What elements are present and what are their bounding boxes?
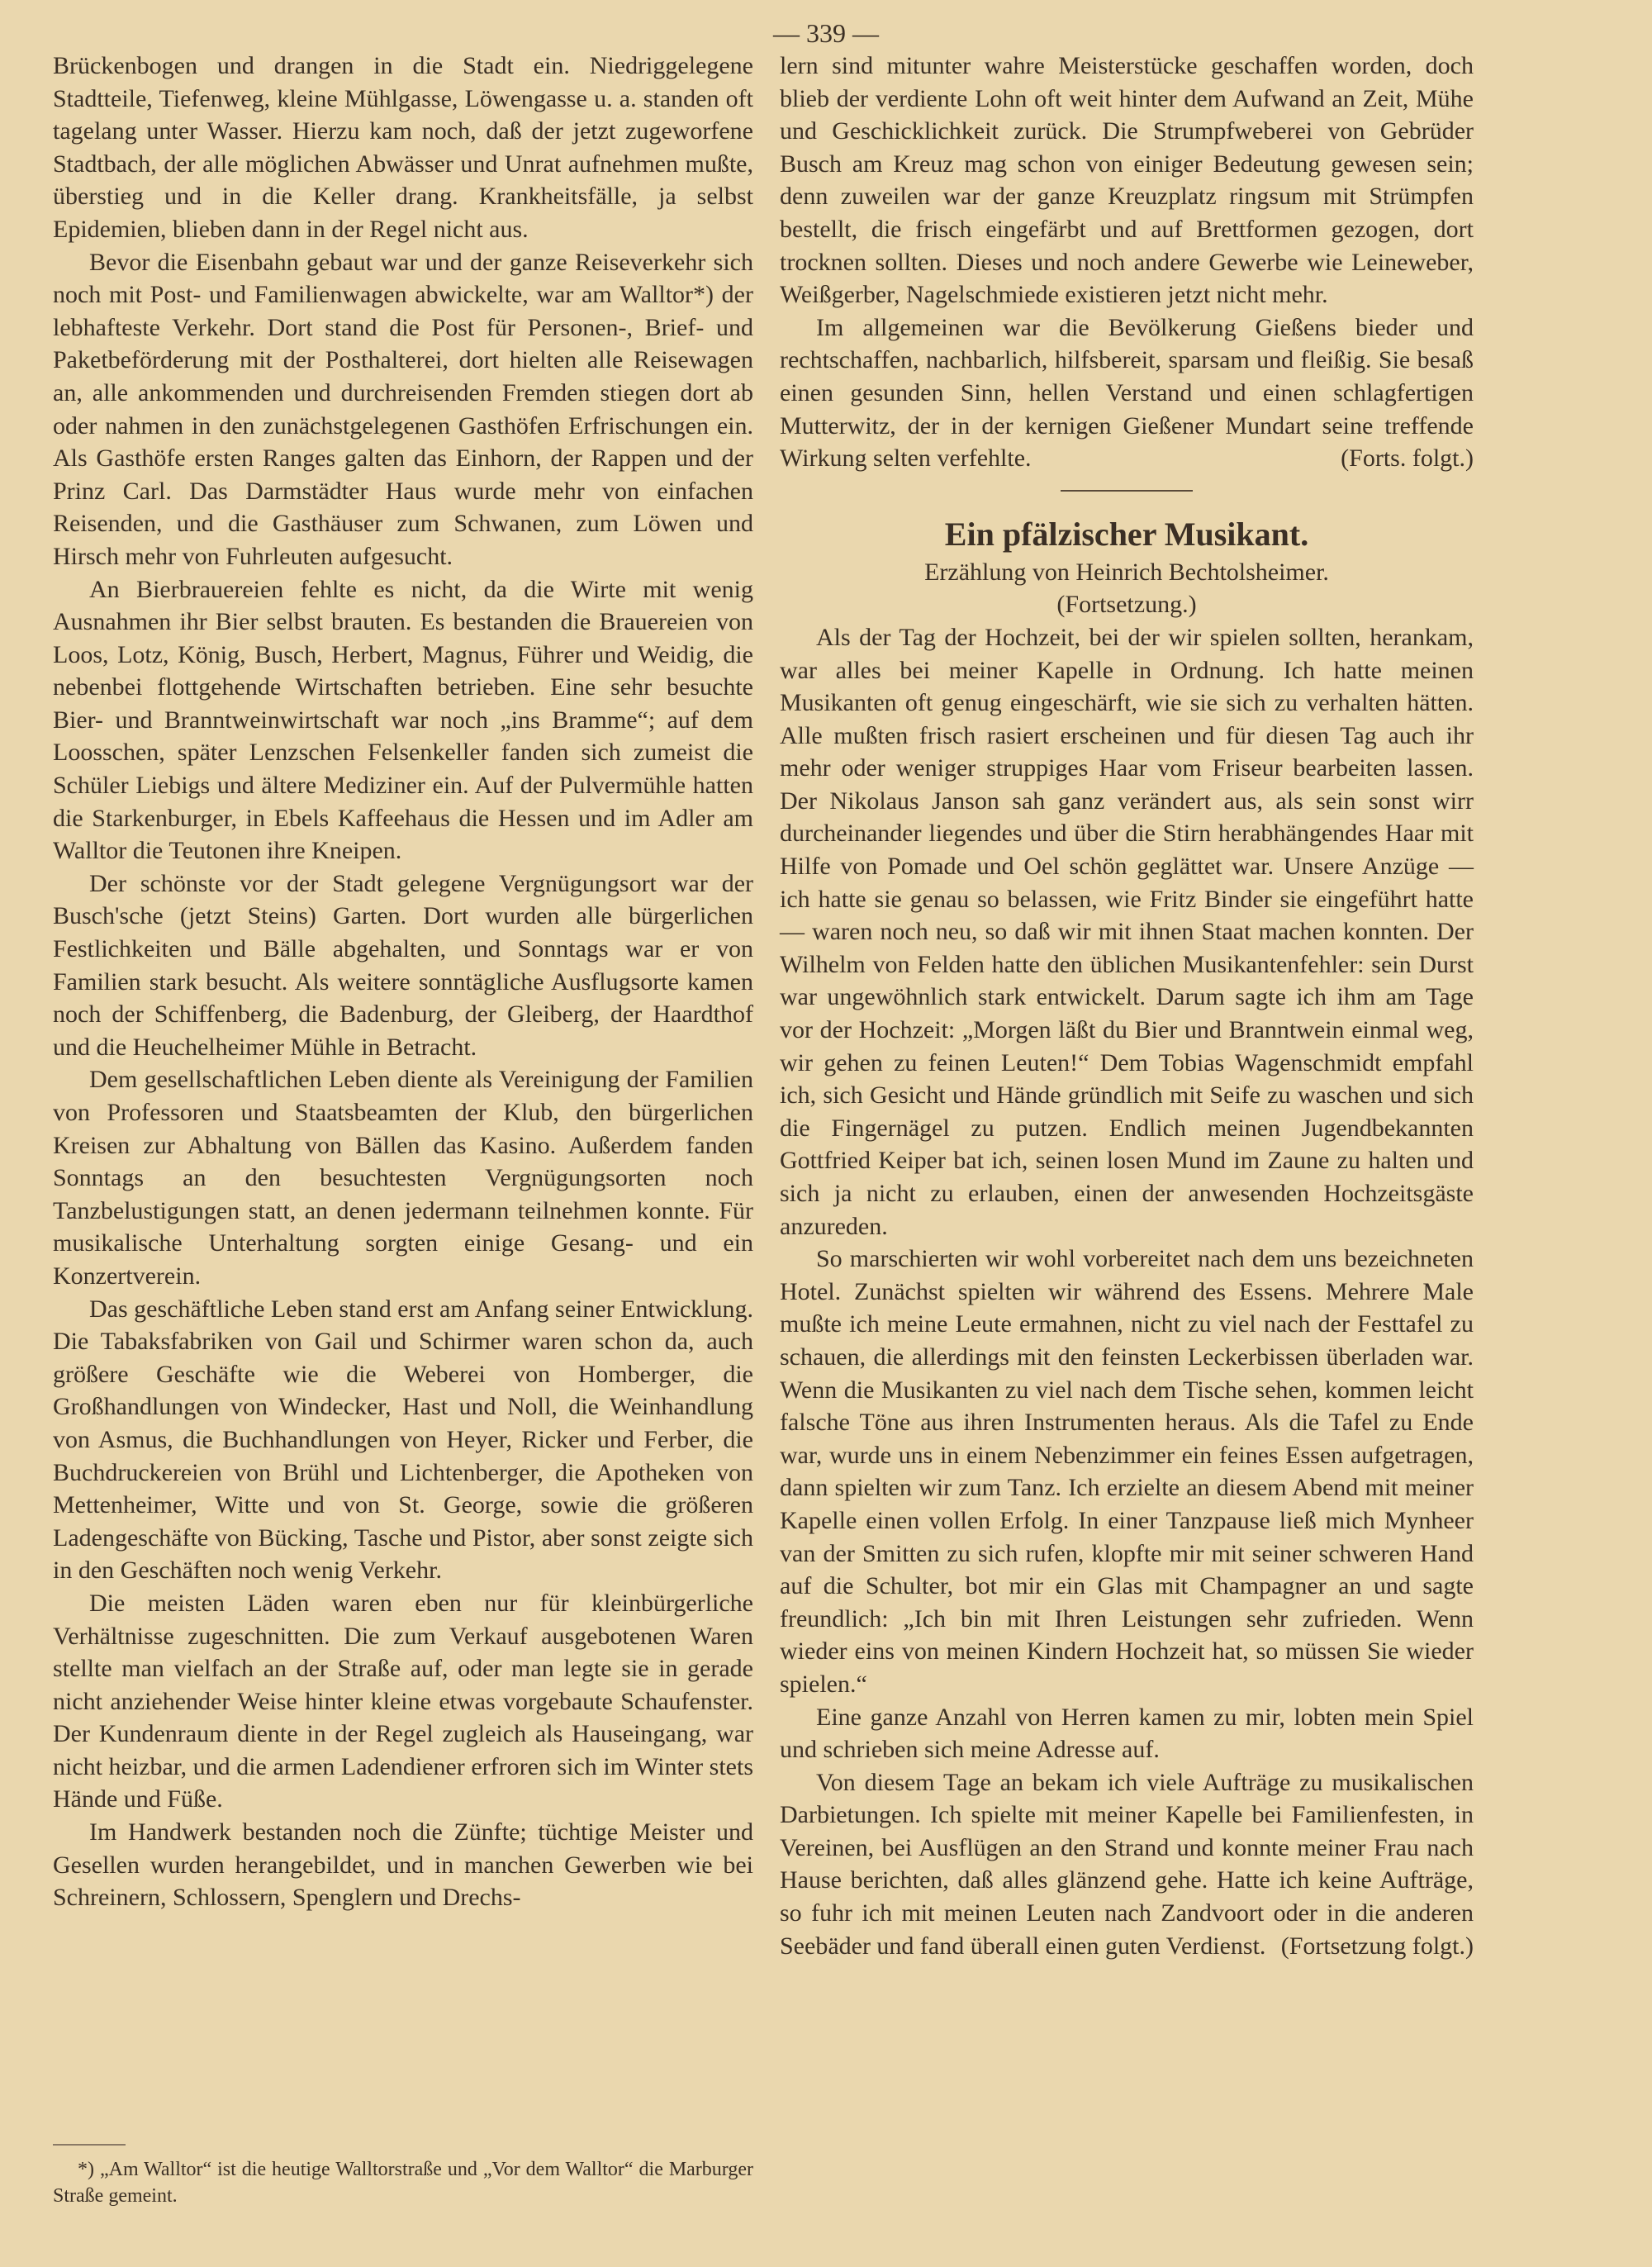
footnote: *) „Am Walltor“ ist die heutige Walltorstraße und „Vor dem Walltor“ die Marburger Straße gemeint. <box>53 2159 753 2207</box>
paragraph <box>780 311 1474 475</box>
paragraph: An Bierbrauereien fehlte es nicht, da die Wirte mit wenig Ausnahmen ihr Bier selbst brauten. Es bestanden die Brauereien von Loos, Lotz, König, Busch, Herbert, Magnus, Führer und Weidig, die nebenbei flottgehende Wirtschaften betrieben. Eine sehr besuchte Bier- und Branntweinwirtschaft war noch „ins Bramme“; auf dem Loosschen, später Lenzschen Felsenkeller fanden sich zumeist die Schüler Liebigs und ältere Mediziner ein. Auf der Pulvermühle hatten die Starkenburger, in Ebels Kaffeehaus die Hessen und im Adler am Walltor die Teutonen ihre Kneipen. <box>53 575 753 865</box>
paragraph: Die meisten Läden waren eben nur für kleinbürgerliche Verhältnisse zugeschnitten. Die zum Verkauf ausgebotenen Waren stellte man vielfach an der Straße auf, oder man legte sie in gerade nicht anziehender Weise hinter kleine etwas vorgebaute Schaufenster. Der Kundenraum diente in der Regel zugleich als Hauseingang, war nicht heizbar, und die armen Ladendiener erfroren sich im Winter stets Hände und Füße. <box>53 1589 753 1813</box>
section-divider <box>1061 490 1193 492</box>
paragraph: Der schönste vor der Stadt gelegene Vergnügungsort war der Busch'sche (jetzt Steins) Garten. Dort wurden alle bürgerlichen Festlichkeiten und Bälle abgehalten, und Sonntags war er von Familien stark besucht. Als weitere sonntägliche Ausflugsorte kamen noch der Schiffenberg, die Badenburg, der Gleiberg, der Haardthof und die Heuchelheimer Mühle in Betracht. <box>53 869 753 1061</box>
paragraph: Im Handwerk bestanden noch die Zünfte; tüchtige Meister und Gesellen wurden herangebildet, und in manchen Gewerben wie bei Schreinern, Schlossern, Spenglern und Drechs- <box>53 1818 753 1912</box>
continuation-note: (Forts. folgt.) <box>1341 444 1474 473</box>
continuation-note: (Fortsetzung folgt.) <box>1280 1932 1474 1960</box>
paragraph: Dem gesellschaftlichen Leben diente als Vereinigung der Familien von Professoren und Staatsbeamten der Klub, den bürgerlichen Kreisen zur Abhaltung von Bällen das Kasino. Außerdem fanden Sonntags an den besuchtesten Vergnügungsorten noch Tanzbelustigungen statt, an denen jedermann teilnehmen konnte. Für musikalische Unterhaltung sorgten einige Gesang- und ein Konzertverein. <box>53 1066 753 1290</box>
paragraph: Eine ganze Anzahl von Herren kamen zu mir, lobten mein Spiel und schrieben sich meine Adresse auf. <box>780 1703 1474 1764</box>
paragraph: Bevor die Eisenbahn gebaut war und der ganze Reiseverkehr sich noch mit Post- und Familienwagen abwickelte, war am Walltor*) der lebhafteste Verkehr. Dort stand die Post für Personen-, Brief- und Paketbeförderung mit der Posthalterei, dort hielten alle Reisewagen an, alle ankommenden und durchreisenden Fremden stiegen dort ab oder nahmen in den zunächstgelegenen Gasthöfen Erfrischungen ein. Als Gasthöfe ersten Ranges galten das Einhorn, der Rappen und der Prinz Carl. Das Darmstädter Haus wurde mehr von einfachen Reisenden, und die Gasthäuser zum Schwanen, zum Löwen und Hirsch mehr von Fuhrleuten aufgesucht. <box>53 248 753 570</box>
left-column <box>53 50 753 1914</box>
paragraph <box>780 1766 1474 1963</box>
right-column <box>780 50 1474 1962</box>
story-title: Ein pfälzischer Musikant. <box>944 515 1309 553</box>
paragraph: Als der Tag der Hochzeit, bei der wir spielen sollten, herankam, war alles bei meiner Kapelle in Ordnung. Ich hatte meinen Musikanten oft genug eingeschärft, wie sie sich zu verhalten hätten. Alle mußten frisch rasiert erscheinen und für diesen Tag auch ihr mehr oder weniger struppiges Haar vom Friseur bearbeiten lassen. Der Nikolaus Janson sah ganz verändert aus, als sein sonst wirr durcheinander liegendes und über die Stirn herabhängendes Haar mit Hilfe von Pomade und Oel schön geglättet war. Unsere Anzüge — ich hatte sie genau so belassen, wie Fritz Binder sie eingeführt hatte — waren noch neu, so daß wir mit ihnen Staat machen konnten. Der Wilhelm von Felden hatte den üblichen Musikantenfehler: sein Durst war ungewöhnlich stark entwickelt. Darum sagte ich ihm am Tage vor der Hochzeit: „Morgen läßt du Bier und Branntwein einmal weg, wir gehen zu feinen Leuten!“ Dem Tobias Wagenschmidt empfahl ich, sich Gesicht und Hände gründlich mit Seife zu waschen und sich die Fingernägel zu putzen. Endlich meinen Jugendbekannten Gottfried Keiper bat ich, seinen losen Mund im Zaune zu halten und sich ja nicht zu erlauben, einen der anwesenden Hochzeitsgäste anzureden. <box>780 623 1474 1240</box>
story-subtitle: Erzählung von Heinrich Bechtolsheimer. <box>924 558 1329 586</box>
paragraph-text: Von diesem Tage an bekam ich viele Aufträge zu musikalischen Darbietungen. Ich spielte mit meiner Kapelle bei Familienfesten, in Vereinen, bei Ausflügen an den Strand und konnte meiner Frau nach Hause berichten, daß alles glänzend gehe. Hatte ich keine Aufträge, so fuhr ich mit meinen Leuten nach Zandvoort oder in die anderen Seebäder und fand überall einen guten Verdienst. <box>780 1768 1474 1960</box>
page-number: — 339 — <box>773 18 879 48</box>
paragraph: lern sind mitunter wahre Meisterstücke geschaffen worden, doch blieb der verdiente Lohn oft weit hinter dem Aufwand an Zeit, Mühe und Geschicklichkeit zurück. Die Strumpfweberei von Gebrüder Busch am Kreuz mag schon von einiger Bedeutung gewesen sein; denn zuweilen war der ganze Kreuzplatz ringsum mit Strümpfen bestellt, die frisch eingefärbt und auf Brettformen gezogen, dort trocknen sollten. Dieses und noch andere Gewerbe wie Leineweber, Weißgerber, Nagelschmiede existieren jetzt nicht mehr. <box>780 52 1474 309</box>
story-continuation-note: (Fortsetzung.) <box>1056 591 1197 619</box>
paragraph: Brückenbogen und drangen in die Stadt ein. Niedriggelegene Stadtteile, Tiefenweg, kleine Mühlgasse, Löwengasse u. a. standen oft tagelang unter Wasser. Hierzu kam noch, daß der jetzt zugeworfene Stadtbach, der alle möglichen Abwässer und Unrat aufnehmen mußte, überstieg und in die Keller drang. Krankheitsfälle, ja selbst Epidemien, blieben dann in der Regel nicht aus. <box>53 52 753 243</box>
footnote-divider <box>53 2144 126 2146</box>
paragraph: So marschierten wir wohl vorbereitet nach dem uns bezeichneten Hotel. Zunächst spielten wir während des Essens. Mehrere Male mußte ich meine Leute ermahnen, nicht zu viel nach der Festtafel zu schauen, die allerdings mit den feinsten Leckerbissen überladen war. Wenn die Musikanten zu viel nach dem Tische sehen, kommen leicht falsche Töne aus ihren Instrumenten heraus. Als die Tafel zu Ende war, wurde uns in einem Nebenzimmer ein feines Essen aufgetragen, dann spielten wir zum Tanz. Ich erzielte an diesem Abend mit meiner Kapelle einen vollen Erfolg. In einer Tanzpause ließ mich Mynheer van der Smitten zu sich rufen, klopfte mir mit seiner schweren Hand auf die Schulter, bot mir ein Glas mit Champagner an und sagte freundlich: „Ich bin mit Ihren Leistungen sehr zufrieden. Wenn wieder eins von meinen Kindern Hochzeit hat, so müssen Sie wieder spielen.“ <box>780 1245 1474 1698</box>
paragraph-text: Im allgemeinen war die Bevölkerung Gießens bieder und rechtschaffen, nachbarlich, hilfsbereit, sparsam und fleißig. Sie besaß einen gesunden Sinn, hellen Verstand und einen schlagfertigen Mutterwitz, der in der kernigen Gießener Mundart seine treffende Wirkung selten verfehlte. <box>780 313 1474 473</box>
paragraph: Das geschäftliche Leben stand erst am Anfang seiner Entwicklung. Die Tabaksfabriken von Gail und Schirmer waren schon da, auch größere Geschäfte wie die Weberei von Homberger, die Großhandlungen von Windecker, Hast und Noll, die Weinhandlung von Asmus, die Buchhandlungen von Heyer, Ricker und Ferber, die Buchdruckereien von Brühl und Lichtenberger, die Apotheken von Mettenheimer, Witte und von St. George, sowie die größeren Ladengeschäfte von Bücking, Tasche und Pistor, aber sonst zeigte sich in den Geschäften noch wenig Verkehr. <box>53 1295 753 1585</box>
